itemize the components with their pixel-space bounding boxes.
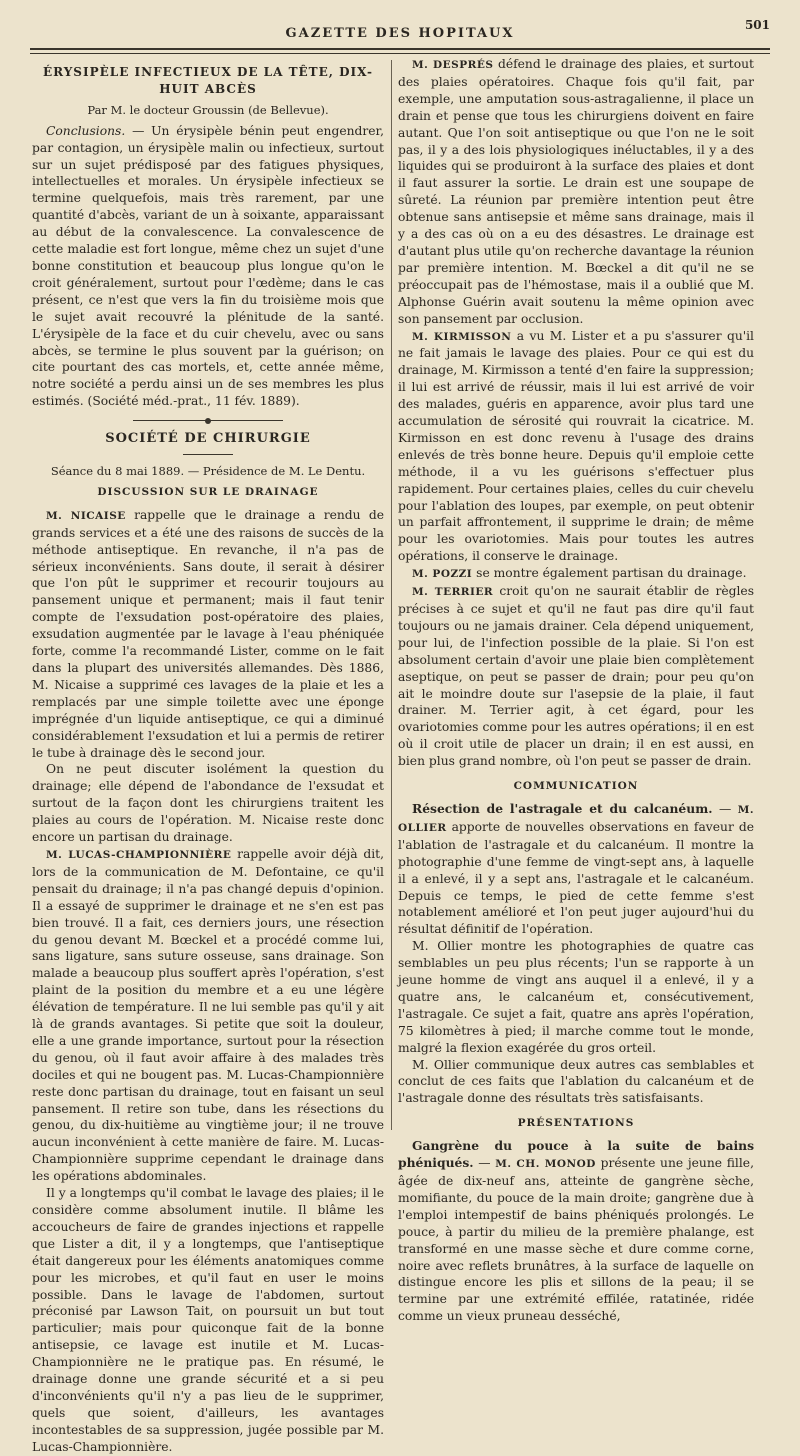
paragraph-text: croit qu'on ne saurait établir de règles précises à ce sujet et qu'il ne faut pas dire qu'il faut toujours ou ne jamais drainer. Cela dépend uniquement, pour lui, de l'infection possible de la plaie. Si l'on est absolument certain d'avoir une plaie bien complètement aseptique, on peut se passer de drain; pour peu qu'on ait le moindre doute sur l'asepsie de la plaie, il faut drainer. M. Terrier agit, à cet égard, pour les ovariotomies comme pour les autres opérations; il en est où il croit utile de placer un drain; il en est aussi, en bien plus grand nombre, où l'on peut se passer de drain. xyxy=(398,584,755,769)
discussion-paragraph xyxy=(398,56,754,328)
communication-title: COMMUNICATION xyxy=(513,780,639,793)
presentations-title: PRÉSENTATIONS xyxy=(517,1117,635,1130)
paragraph-text: M. Ollier montre les photographies de quatre cas semblables un peu plus récents; l'un se rapporte à un jeune homme de vingt ans auquel il a enlevé, il y a quatre ans, le calcanéum et, consécutivement, l'astragale. Ce sujet a fait, quatre ans après l'opération, 75 kilomètres à pied; il marche comme tout le monde, malgré la flexion exagérée du gros orteil. xyxy=(398,939,754,1055)
paragraph-text: On ne peut discuter isolément la question du drainage; elle dépend de l'abondance de l'exsudat et surtout de la façon dont les chirurgiens traitent les plaies au cours de l'opération. M. Nicaise reste donc encore un partisan du drainage. xyxy=(32,762,384,845)
article-conclusions xyxy=(32,123,384,410)
discussion-paragraph xyxy=(398,583,754,770)
paragraph-text: défend le drainage des plaies, et surtout des plaies opératoires. Chaque fois qu'il fait, par exemple, une amputation sous-astragalienne, il place un drain et pense que tous les chirurgiens doivent en faire autant. Que l'on soit antiseptique ou que l'on ne le soit pas, il y a des lois physiologiques inéluctables, il y a des liquides qui se produiront à la surface des plaies et dont il faut assurer la sortie. Le drain est une soupape de sûreté. La réunion par première intention peut être obtenue sans antisepsie et même sans drainage, mais il y a des cas où on a eu des désastres. Le drainage est d'autant plus utile qu'on recherche davantage la réunion par première intention. M. Bœckel a dit qu'il ne se préoccupait pas de l'hémostase, mais il a oublié que M. Alphonse Guérin avait soutenu la même opinion avec son pansement par occlusion. xyxy=(398,57,754,326)
paragraph-text: a vu M. Lister et a pu s'assurer qu'il ne fait jamais le lavage des plaies. Pour ce qui est du drainage, M. Kirmisson a tenté d'en faire la suppression; il lui est arrivé de réussir, mais il lui est arrivé de voir des malades, guéris en apparence, avoir plus tard une accumulation de sérosité qui rouvrait la cicatrice. M. Kirmisson en est donc revenu à l'usage des drains enlevés de très bonne heure. Depuis qu'il emploie cette méthode, il a vu les guérisons s'effectuer plus rapidement. Pour certaines plaies, celles du cuir chevelu pour l'ablation des loupes, par exemple, on peut obtenir un parfait affrontement, il supprime le drain; de même pour les ovariotomies. Mais pour toutes les autres opérations, il conserve le drainage. xyxy=(398,328,754,564)
communication-paragraph xyxy=(398,1057,754,1108)
header-rule-thin xyxy=(30,53,770,54)
paragraph-text: rappelle avoir déjà dit, lors de la communication de M. Defontaine, ce qu'il pensait du drainage; il n'a pas changé depuis d'opinion. Il a essayé de supprimer le drainage et ne s'en est pas bien trouvé. Il a fait, ces derniers jours, une résection du genou devant M. Bœckel et a procédé comme lui, sans ligature, sans suture osseuse, sans drainage. Son malade a beaucoup plus souffert après l'opération, s'est plaint de la position du membre et a eu une légère élévation de température. Il ne lui semble pas qu'il y ait là de grands avantages. Si petite que soit la douleur, elle a une grande importance, surtout pour la résection du genou, où il faut avoir affaire à des malades très dociles et qui ne bougent pas. M. Lucas-Championnière reste donc partisan du drainage, tout en faisant un seul pansement. Il retire son tube, dans les résections du genou, du dix-huitième au vingtième jour; il ne trouve aucun inconvénient à cette manière de faire. M. Lucas-Championnière supprime cependant le drainage dans les opérations abdominales. xyxy=(32,846,384,1184)
presentation-paragraph: Gangrène du pouce à la suite de bains phéniqués. — M. CH. MONOD présente une jeune fille, âgée de dix-neuf ans, atteinte de gangrène sèche, momifiante, du pouce de la main droite; gangrène due à l'emploi intempestif de bains phéniqués prolongés. Le pouce, à partir du milieu de la première phalange, est transformé en une masse sèche et dure comme corne, noire avec reflets brunâtres, à la surface de laquelle on distingue encore les plis et sillons de la peau; il se termine par une extrémité effilée, ratatinée, ridée comme un vieux pruneau desséché, xyxy=(398,1138,754,1324)
speaker-name: M. DESPRÉS xyxy=(412,59,494,71)
speaker-name: M. KIRMISSON xyxy=(412,330,512,343)
discussion-paragraph xyxy=(398,328,754,566)
article-byline: Par M. le docteur Groussin (de Bellevue). xyxy=(87,102,329,117)
paragraph-text: se montre également partisan du drainage. xyxy=(476,566,747,581)
communication-heading: Résection de l'astragale et du calcanéum. xyxy=(412,800,713,816)
session-line: Séance du 8 mai 1889. — Présidence de M. Le Dentu. xyxy=(50,464,366,479)
short-divider xyxy=(183,454,233,455)
column-divider xyxy=(391,60,392,1130)
discussion-paragraph xyxy=(32,507,384,762)
communication-paragraph xyxy=(398,938,754,1056)
discussion-paragraph-continued xyxy=(32,1185,384,1456)
conclusions-label: Conclusions. xyxy=(46,123,126,138)
society-title: SOCIÉTÉ DE CHIRURGIE xyxy=(105,431,311,447)
paragraph-text: présente une jeune fille, âgée de dix-neuf ans, atteinte de gangrène sèche, momifiante, du pouce de la main droite; gangrène due à l'emploi intempestif de bains phéniqués prolongés. Le pouce, à partir du milieu de la première phalange, est transformé en une masse sèche et dure comme corne, noire avec reflets brunâtres, à la surface de laquelle on distingue encore les plis et sillons de la peau; il se termine par une extrémité effilée, ratatinée, ridée comme un vieux pruneau desséché, xyxy=(398,1156,754,1324)
presentation-heading: Gangrène du pouce à la suite de bains phéniqués. xyxy=(398,1138,754,1171)
header-rule xyxy=(30,48,770,50)
paragraph-text: rappelle que le drainage a rendu de grands services et a été une des raisons de succès de la méthode antiseptique. En revanche, il n'a pas de sérieux inconvénients. Sans doute, il serait à désirer que l'on pût le supprimer et recourir toujours au pansement unique et permanent; mais il faut tenir compte de l'exsudation post-opératoire des plaies, exsudation augmentée par le lavage à l'eau phéniquée forte, comme l'a recommandé Lister, comme on le fait dans la plupart des universités allemandes. Dès 1886, M. Nicaise a supprimé ces lavages de la plaie et les a remplacés par une simple toilette avec une éponge imprégnée d'un liquide antiseptique, ce qui a diminué considérablement l'exsudation et lui a permis de retirer le tube à drainage dès le second jour. xyxy=(32,507,384,760)
speaker-name: M. OLLIER xyxy=(398,803,754,834)
discussion-title: DISCUSSION SUR LE DRAINAGE xyxy=(97,485,319,498)
paragraph-text: M. Ollier communique deux autres cas semblables et conclut de ces faits que l'ablation du calcanéum et de l'astragale donne des résultats très satisfaisants. xyxy=(398,1057,754,1106)
discussion-paragraph xyxy=(398,565,754,583)
speaker-name: M. TERRIER xyxy=(412,586,494,599)
discussion-paragraph xyxy=(32,761,384,846)
speaker-name: M. LUCAS-CHAMPIONNIÈRE xyxy=(46,848,232,861)
page-number: 501 xyxy=(744,18,770,32)
divider-ornament xyxy=(205,418,211,424)
conclusions-text: — Un érysipèle bénin peut engendrer, par contagion, un érysipèle malin ou infectieux, surtout sur un sujet prédisposé par des fatigues physiques, intellectuelles et morales. Un érysipèle infectieux se termine quelquefois, mais très rarement, par une quantité d'abcès, variant de un à soixante, apparaissant au début de la convalescence. La convalescence de cette maladie est fort longue, même chez un sujet d'une bonne constitution et beaucoup plus longue qu'on le croit généralement, surtout pour l'œdème; dans le cas présent, ce n'est que vers la fin du troisième mois que le sujet avait recouvré la plénitude de la santé. L'érysipèle de la face et du cuir chevelu, avec ou sans abcès, se termine le plus souvent par la guérison; on cite pourtant des cas mortels, et, cette année même, notre société a perdu ainsi un de ses membres les plus estimés. (Société méd.-prat., 11 fév. 1889). xyxy=(32,123,384,409)
left-column xyxy=(32,64,384,1456)
speaker-name: M. NICAISE xyxy=(46,509,126,522)
communication-paragraph: Résection de l'astragale et du calcanéum. — M. OLLIER apporte de nouvelles observations en faveur de l'ablation de l'astragale et du calcanéum. Il montre la photographie d'une femme de vingt-sept ans, à laquelle il a enlevé, il y a sept ans, l'astragale et le calcanéum. Depuis ce temps, le pied de cette femme s'est notablement amélioré et l'on peut juger aujourd'hui du résultat définitif de l'opération. xyxy=(398,800,754,937)
discussion-paragraph xyxy=(32,846,384,1185)
speaker-name: M. POZZI xyxy=(412,568,473,581)
paragraph-text: apporte de nouvelles observations en faveur de l'ablation de l'astragale et du calcanéum. Il montre la photographie d'une femme de vingt-sept ans, à laquelle il a enlevé, il y a sept ans, l'astragale et le calcanéum. Depuis ce temps, le pied de cette femme s'est notablement amélioré et l'on peut juger aujourd'hui du résultat définitif de l'opération. xyxy=(398,819,754,937)
speaker-name: M. CH. MONOD xyxy=(495,1158,596,1171)
running-title: GAZETTE DES HOPITAUX xyxy=(285,26,515,41)
article-title: ÉRYSIPÈLE INFECTIEUX DE LA TÊTE, DIX-HUIT ABCÈS xyxy=(42,65,373,96)
right-column xyxy=(398,56,754,1325)
paragraph-text: Il y a longtemps qu'il combat le lavage des plaies; il le considère comme absolument inutile. Il blâme les accoucheurs de faire de grandes injections et rappelle que Lister a dit, il y a longtemps, que l'antiseptique était dangereux pour les éléments anatomiques comme pour les microbes, et qu'il faut en user le moins possible. Dans le lavage de l'abdomen, surtout préconisé par Lawson Tait, on poursuit un but tout particulier; mais pour quiconque fait de la bonne antisepsie, ce lavage est inutile et M. Lucas-Championnière ne le pratique pas. En résumé, le drainage donne une grande sécurité et a si peu d'inconvénients qu'il n'y a pas lieu de le supprimer, quels que soient, d'ailleurs, les avantages incontestables de sa suppression, jugée possible par M. Lucas-Championnière. xyxy=(32,1186,384,1454)
section-divider xyxy=(133,420,283,421)
